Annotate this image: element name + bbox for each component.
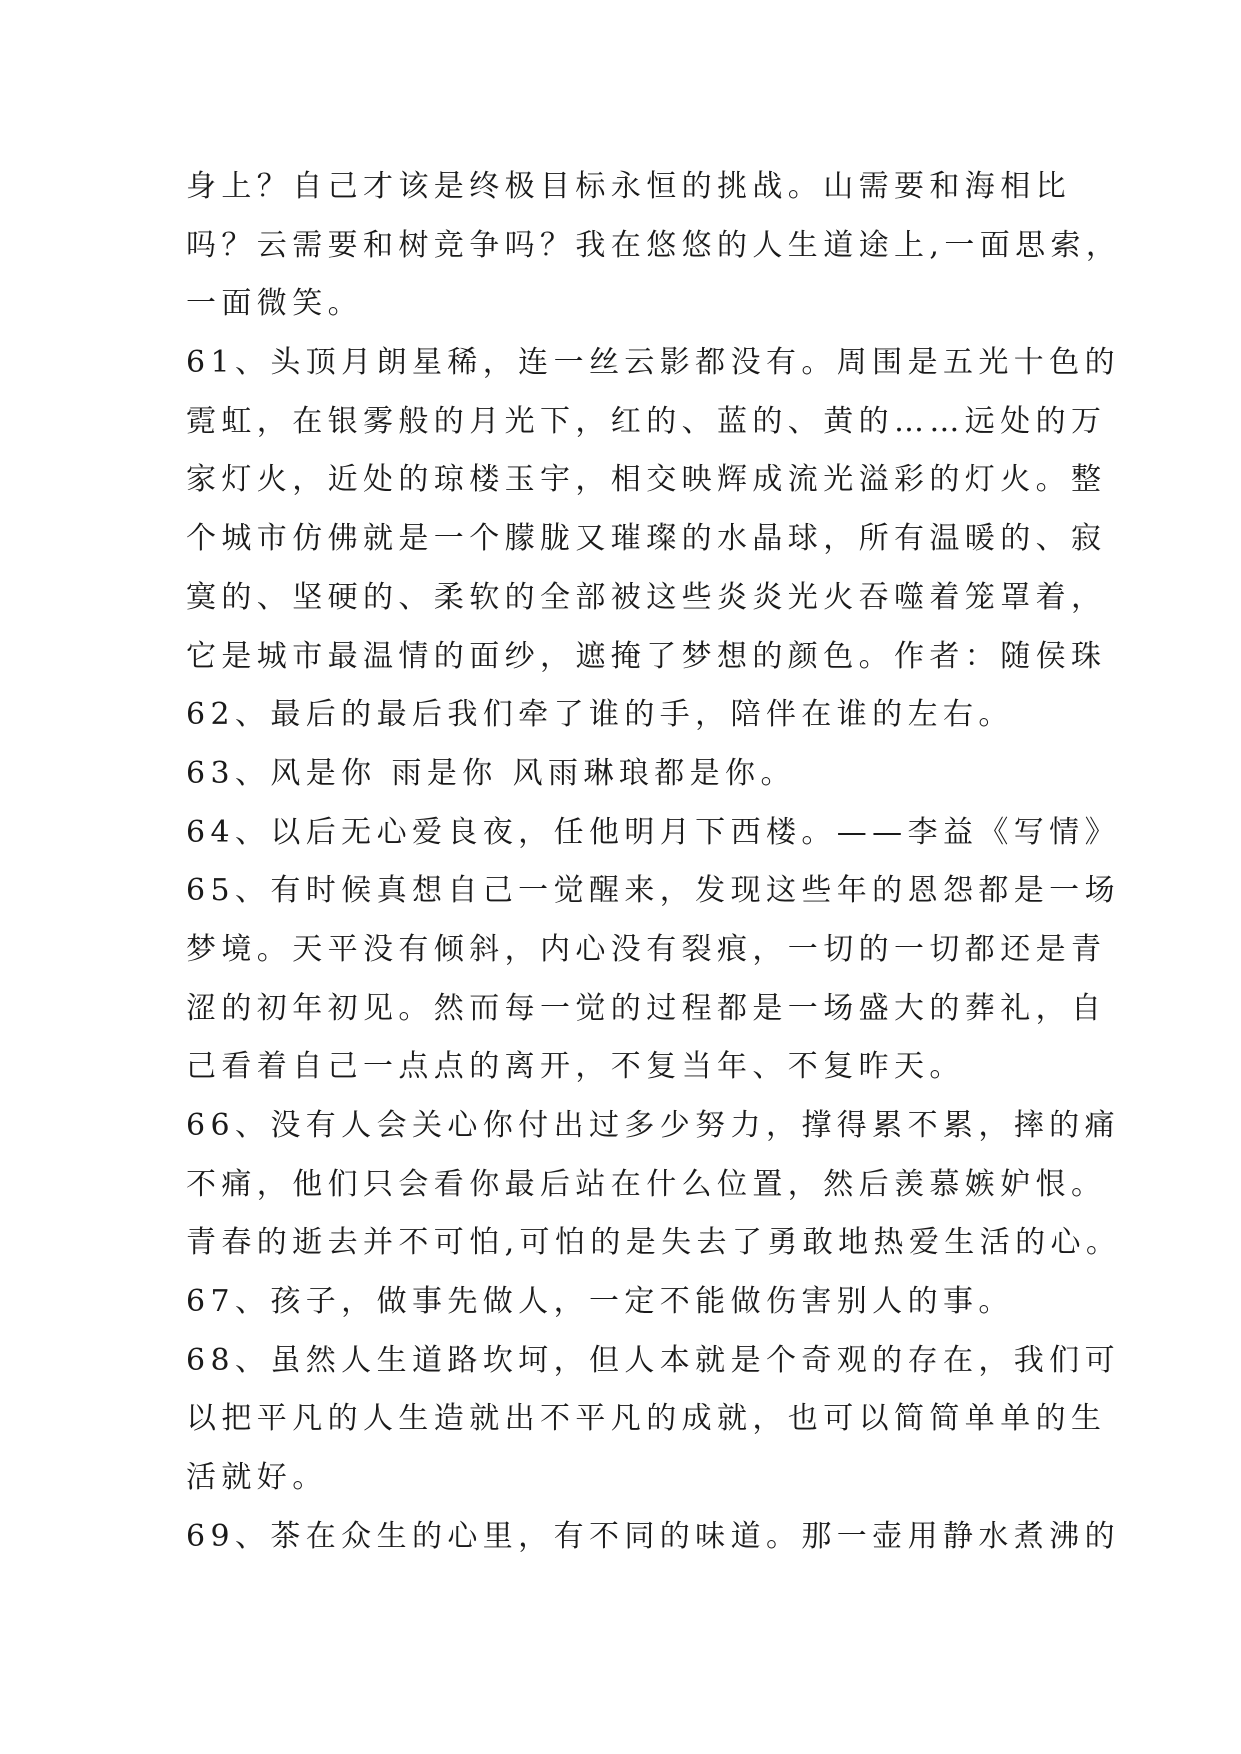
text-line: 61、头顶月朗星稀，连一丝云影都没有。周围是五光十色的	[186, 345, 1120, 381]
text-line: 66、没有人会关心你付出过多少努力，撑得累不累，摔的痛	[186, 1108, 1120, 1143]
text-line: 活就好。	[186, 1460, 328, 1496]
text-line: 它是城市最温情的面纱，遮掩了梦想的颜色。作者：随侯珠	[186, 638, 1107, 674]
text-line: 67、孩子，做事先做人，一定不能做伤害别人的事。	[186, 1284, 1014, 1320]
text-line: 69、茶在众生的心里，有不同的味道。那一壶用静水煮沸的	[186, 1518, 1120, 1554]
text-line: 己看着自己一点点的离开，不复当年、不复昨天。	[186, 1049, 965, 1085]
text-line: 梦境。天平没有倾斜，内心没有裂痕，一切的一切都还是青	[186, 931, 1107, 967]
text-line: 一面微笑。	[186, 286, 363, 322]
text-line: 62、最后的最后我们牵了谁的手，陪伴在谁的左右。	[186, 697, 1014, 733]
text-line: 63、风是你 雨是你 风雨琳琅都是你。	[186, 755, 796, 791]
text-line: 68、虽然人生道路坎坷，但人本就是个奇观的存在，我们可	[186, 1342, 1120, 1378]
text-line: 64、以后无心爱良夜，任他明月下西楼。——李益《写情》	[186, 814, 1120, 850]
text-line: 霓虹，在银雾般的月光下，红的、蓝的、黄的……远处的万	[186, 403, 1107, 439]
text-line: 以把平凡的人生造就出不平凡的成就，也可以简简单单的生	[186, 1401, 1107, 1437]
text-line: 个城市仿佛就是一个朦胧又璀璨的水晶球，所有温暖的、寂	[186, 521, 1107, 557]
text-line: 身上？自己才该是终极目标永恒的挑战。山需要和海相比	[186, 169, 1071, 204]
text-line: 青春的逝去并不可怕,可怕的是失去了勇敢地热爱生活的心。	[186, 1225, 1122, 1261]
text-line: 吗？云需要和树竞争吗？我在悠悠的人生道途上,一面思索，	[186, 227, 1122, 263]
text-line: 涩的初年初见。然而每一觉的过程都是一场盛大的葬礼，自	[186, 990, 1107, 1026]
text-line: 寞的、坚硬的、柔软的全部被这些炎炎光火吞噬着笼罩着，	[186, 579, 1107, 615]
text-line: 不痛，他们只会看你最后站在什么位置，然后羡慕嫉妒恨。	[186, 1166, 1107, 1202]
text-line: 65、有时候真想自己一觉醒来，发现这些年的恩怨都是一场	[186, 873, 1120, 909]
text-line: 家灯火，近处的琼楼玉宇，相交映辉成流光溢彩的灯火。整	[186, 462, 1107, 498]
body-text	[186, 158, 1122, 1567]
